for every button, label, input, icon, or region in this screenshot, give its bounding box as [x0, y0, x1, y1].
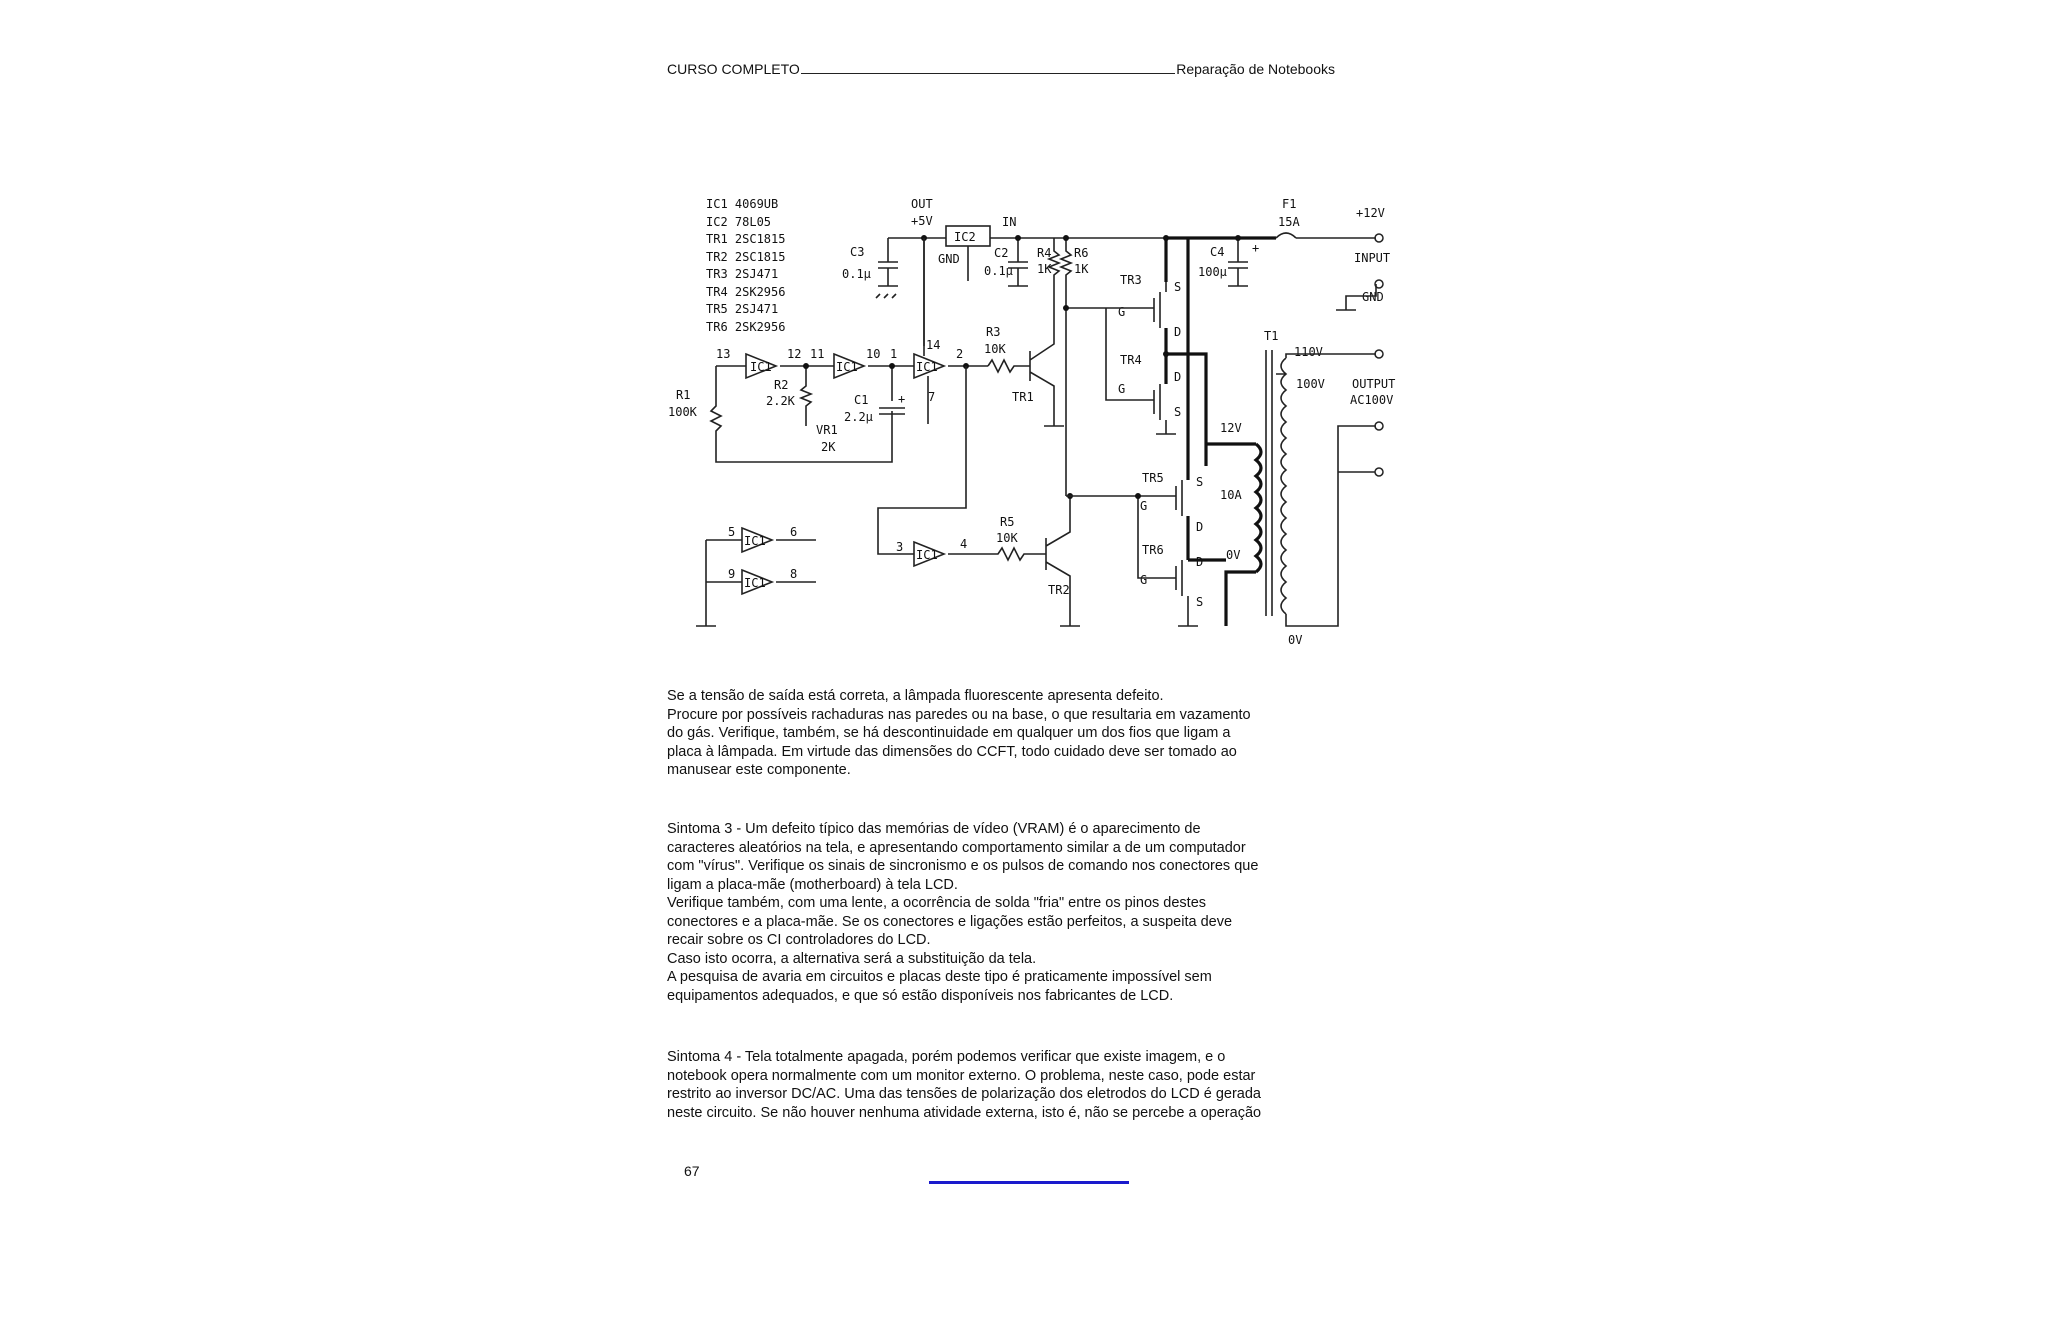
label-r3: R3 [986, 325, 1001, 339]
page-number: 67 [684, 1163, 700, 1179]
label-r6: R6 [1074, 246, 1089, 260]
pin: 5 [728, 525, 736, 539]
text-line: Caso isto ocorra, a alternativa será a substituição da tela. [667, 950, 1037, 967]
label-drain: D [1196, 520, 1204, 534]
part-line: TR3 2SJ471 [706, 267, 779, 281]
label-gate: G [1140, 573, 1148, 587]
text-line: neste circuito. Se não houver nenhuma atividade externa, isto é, não se percebe a operação [667, 1104, 1262, 1121]
mosfet-bridge [1063, 238, 1206, 626]
label-tr3: TR3 [1120, 273, 1142, 287]
terminal-output[interactable] [1375, 422, 1383, 430]
gate-label: IC1 [750, 360, 772, 374]
transformer-t1 [1188, 329, 1395, 647]
label-gnd-input: GND [1362, 290, 1384, 304]
pin: 9 [728, 567, 736, 581]
label-5v: +5V [911, 214, 933, 228]
text-line: Verifique também, com uma lente, a ocorrência de solda "fria" entre os pinos destes [667, 895, 1207, 911]
label-c4: C4 [1210, 245, 1225, 259]
label-tr4: TR4 [1120, 353, 1142, 367]
label-r3-val: 10K [984, 342, 1006, 356]
text-line: Procure por possíveis rachaduras nas paredes ou na base, o que resultaria em vazamento [667, 706, 1251, 723]
label-input: INPUT [1354, 251, 1391, 265]
label-output: OUTPUT [1352, 377, 1396, 391]
label-vr1: VR1 [816, 423, 838, 437]
power-input [1163, 197, 1390, 310]
label-plus: + [1252, 241, 1260, 255]
label-gate: G [1118, 382, 1126, 396]
c4-symbol [1228, 238, 1248, 286]
label-in: IN [1002, 215, 1017, 229]
paragraph-lamp-defect [667, 687, 1347, 780]
parts-list [706, 197, 785, 334]
label-110v: 110V [1294, 345, 1323, 359]
text-line: manusear este componente. [667, 762, 851, 778]
part-line: TR5 2SJ471 [706, 302, 779, 316]
junction [1235, 235, 1241, 241]
label-source: S [1196, 475, 1204, 489]
text-line: notebook opera normalmente com um monitor externo. O problema, neste caso, pode estar [667, 1067, 1256, 1084]
c3-symbol [876, 238, 924, 298]
label-drain: D [1196, 555, 1204, 569]
junction [1063, 235, 1069, 241]
header-right: Reparação de Notebooks [1176, 61, 1335, 77]
junction [1063, 305, 1069, 311]
text-line: ligam a placa-mãe (motherboard) à tela LCD. [667, 876, 958, 893]
text-line: recair sobre os CI controladores do LCD. [667, 932, 931, 948]
label-r2-val: 2.2K [766, 394, 795, 408]
bridge-power-traces [1166, 238, 1206, 560]
fuse-wire [1276, 233, 1376, 310]
label-10a: 10A [1220, 488, 1242, 502]
part-line: TR6 2SK2956 [706, 320, 786, 334]
r4-r6-symbol [1049, 238, 1071, 496]
pin: 10 [866, 347, 881, 361]
text-line: Se a tensão de saída está correta, a lâmpada fluorescente apresenta defeito. [667, 688, 1164, 704]
text-line: Sintoma 4 - Tela totalmente apagada, porém podemos verificar que existe imagem, e o [667, 1049, 1226, 1065]
label-0v-secondary: 0V [1288, 633, 1303, 647]
inverter-schematic [666, 186, 1406, 656]
label-c2-val: 0.1μ [984, 264, 1013, 278]
label-ac100v: AC100V [1350, 393, 1394, 407]
label-r2: R2 [774, 378, 789, 392]
page-header [667, 61, 1335, 77]
junction [1135, 493, 1141, 499]
gate-label: IC1 [916, 360, 938, 374]
label-c1: C1 [854, 393, 869, 407]
label-100v: 100V [1296, 377, 1325, 391]
pin: 14 [926, 338, 941, 352]
junction [889, 363, 895, 369]
label-drain: D [1174, 325, 1182, 339]
header-left: CURSO COMPLETO [667, 61, 800, 77]
label-tr5: TR5 [1142, 471, 1164, 485]
pin: 13 [716, 347, 731, 361]
pin: 1 [890, 347, 898, 361]
tr5-tr6-wires [1066, 480, 1198, 626]
paragraph-symptom-3 [667, 820, 1347, 1005]
text-line: Sintoma 3 - Um defeito típico das memórias de vídeo (VRAM) é o aparecimento de [667, 821, 1201, 837]
label-tr1: TR1 [1012, 390, 1034, 404]
part-line: IC2 78L05 [706, 215, 772, 229]
pin: 2 [956, 347, 964, 361]
label-source: S [1174, 280, 1182, 294]
pin: 8 [790, 567, 798, 581]
label-plus: + [898, 392, 906, 406]
text-line: placa à lâmpada. Em virtude das dimensões do CCFT, todo cuidado deve ser tomado ao [667, 743, 1237, 760]
junction [803, 363, 809, 369]
label-12v-tap: 12V [1220, 421, 1242, 435]
text-line: conectores e a placa-mãe. Se os conectores e ligações estão perfeitos, a suspeita deve [667, 913, 1233, 930]
label-c3-val: 0.1μ [842, 267, 871, 281]
label-drain: D [1174, 370, 1182, 384]
label-f1-val: 15A [1278, 215, 1300, 229]
part-line: IC1 4069UB [706, 197, 779, 211]
gate-label: IC1 [916, 548, 938, 562]
label-c1-val: 2.2μ [844, 410, 873, 424]
label-gate: G [1118, 305, 1126, 319]
text-line: caracteres aleatórios na tela, e apresentando comportamento similar a de um computador [667, 839, 1246, 856]
text-line: A pesquisa de avaria em circuitos e placas deste tipo é praticamente impossível sem [667, 969, 1212, 985]
label-c2: C2 [994, 246, 1009, 260]
label-source: S [1174, 405, 1182, 419]
junction [1163, 351, 1169, 357]
label-out: OUT [911, 197, 933, 211]
label-source: S [1196, 595, 1204, 609]
label-12v: +12V [1356, 206, 1385, 220]
header-rule [801, 73, 1175, 74]
text-line: equipamentos adequados, e que só estão disponíveis nos fabricantes de LCD. [667, 987, 1174, 1004]
part-line: TR4 2SK2956 [706, 285, 786, 299]
pin: 7 [928, 390, 936, 404]
part-line: TR1 2SC1815 [706, 232, 786, 246]
pin: 11 [810, 347, 825, 361]
gate-label: IC1 [744, 576, 766, 590]
text-line: restrito ao inversor DC/AC. Uma das tensões de polarização dos eletrodos do LCD é gerada [667, 1086, 1261, 1102]
label-r1-val: 100K [668, 405, 697, 419]
pin: 6 [790, 525, 798, 539]
paragraph-symptom-4 [667, 1048, 1347, 1122]
footer-link-underline[interactable] [929, 1181, 1129, 1184]
gate-label: IC1 [836, 360, 858, 374]
label-r1: R1 [676, 388, 691, 402]
label-c4-val: 100μ [1198, 265, 1227, 279]
unused-gates [696, 525, 816, 626]
label-ic2: IC2 [954, 230, 976, 244]
label-tr6: TR6 [1142, 543, 1164, 557]
pin: 12 [787, 347, 802, 361]
label-r4: R4 [1037, 246, 1052, 260]
terminal-110v[interactable] [1375, 350, 1383, 358]
pin: 4 [960, 537, 968, 551]
label-gate: G [1140, 499, 1148, 513]
junction [1015, 235, 1021, 241]
text-line: com "vírus". Verifique os sinais de sincronismo e os pulsos de comando nos conectores que [667, 858, 1259, 874]
gate-label: IC1 [744, 534, 766, 548]
part-line: TR2 2SC1815 [706, 250, 786, 264]
text-line: do gás. Verifique, também, se há descontinuidade em qualquer um dos fios que ligam a [667, 725, 1231, 741]
label-tr2: TR2 [1048, 583, 1070, 597]
terminal-12v[interactable] [1375, 234, 1383, 242]
label-gnd: GND [938, 252, 960, 266]
label-t1: T1 [1264, 329, 1279, 343]
c2-symbol [1008, 238, 1028, 286]
terminal-ac[interactable] [1375, 468, 1383, 476]
label-r6-val: 1K [1074, 262, 1089, 276]
lower-driver [878, 366, 1080, 626]
label-vr1-val: 2K [821, 440, 836, 454]
label-0v-primary: 0V [1226, 548, 1241, 562]
label-f1: F1 [1282, 197, 1297, 211]
label-c3: C3 [850, 245, 865, 259]
label-r4-val: 1K [1037, 262, 1052, 276]
pin: 3 [896, 540, 904, 554]
transformer-core [1266, 350, 1272, 616]
label-r5: R5 [1000, 515, 1015, 529]
label-r5-val: 10K [996, 531, 1018, 545]
